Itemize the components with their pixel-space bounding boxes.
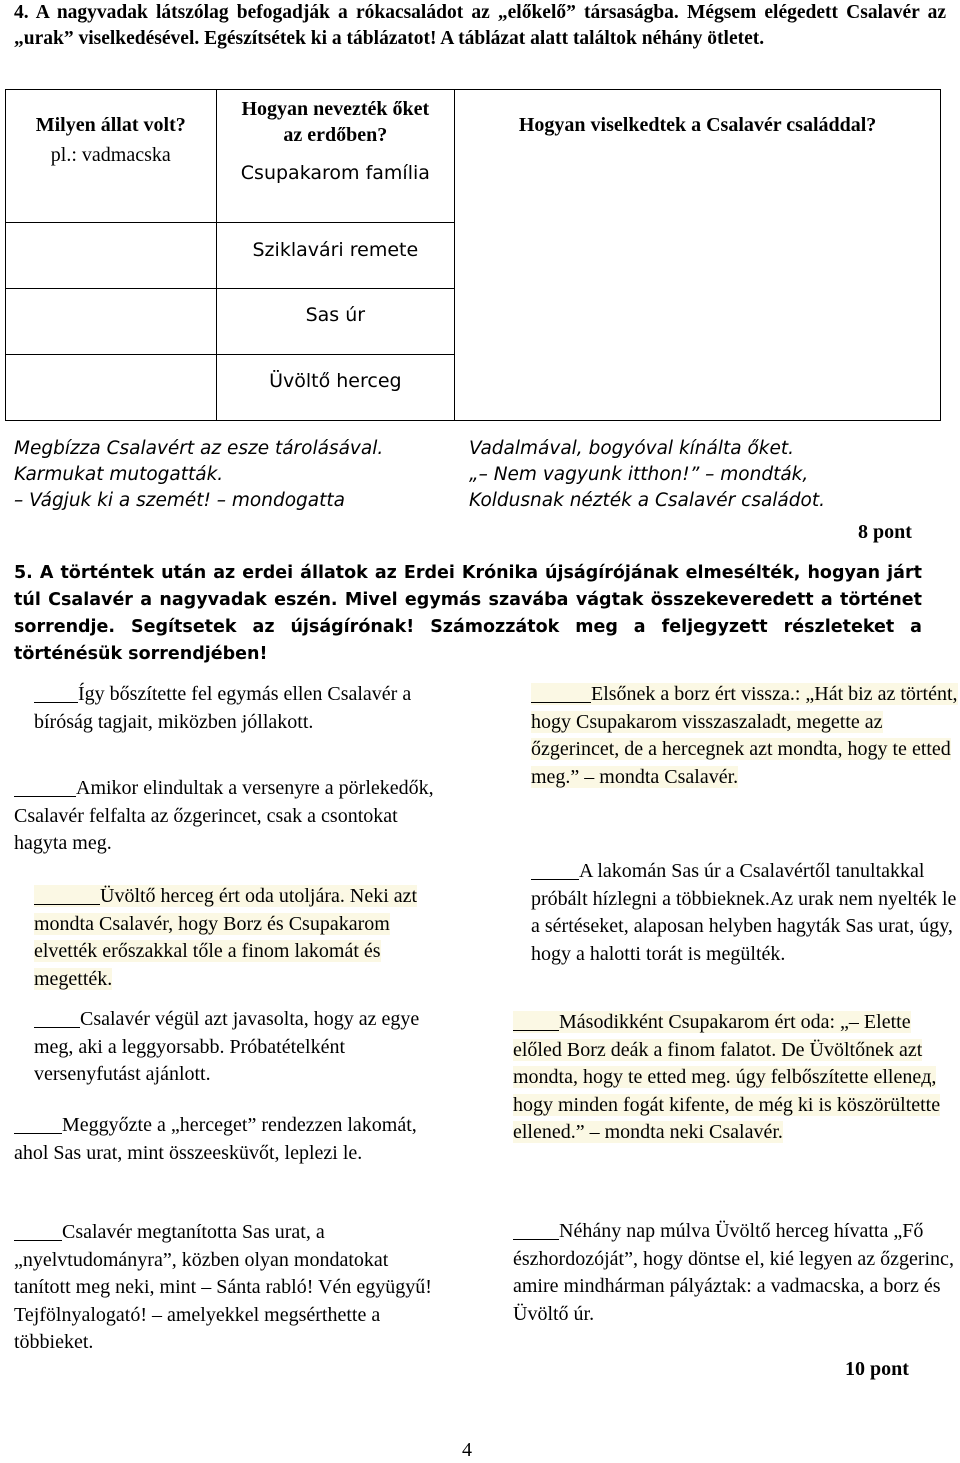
idea-left-3: – Vágjuk ki a szemét! – mondogatta	[14, 490, 345, 511]
ideas-right	[469, 436, 825, 514]
number-blank[interactable]	[513, 1010, 559, 1031]
left-item-2: Amikor elindultak a versenyre a pörlekedők, Csalavér felfalta az őzgerincet, csak a csontokat hagyta meg.	[14, 777, 434, 854]
animal-cell-4[interactable]	[6, 355, 217, 421]
number-blank[interactable]	[531, 682, 591, 703]
header-name: Hogyan nevezték őket az erdőben?	[241, 98, 430, 146]
left-item-5: Meggyőzte a „herceget” rendezzen lakomát, ahol Sas urat, mint összeesküvőt, leplezi le.	[14, 1114, 417, 1164]
behavior-column[interactable]	[455, 90, 941, 421]
number-blank[interactable]	[513, 1219, 559, 1240]
task5-points: 10 pont	[845, 1358, 909, 1380]
name-row-4: Üvöltő herceg	[269, 370, 402, 392]
idea-right-1: Vadalmával, bogyóval kínálta őket.	[469, 438, 795, 459]
task5-instructions: 5. A történtek után az erdei állatok az Erdei Krónika újságírójának elmesélték, hogyan járt túl Csalavér a nagyvadak eszén. Mivel egymás szavába vágtak összekeveredett a történet sorrendje. Segítsetek az újságírónak! Számozzátok meg a feljegyzett részleteket a történésük sorrendjében!	[14, 563, 922, 664]
task4-instructions: 4. A nagyvadak látszólag befogadják a rókacsaládot az „előkelő” társaságba. Mégsem elégedett Csalavér az „urak” viselkedésével. Egészítsétek ki a táblázatot! A táblázat alatt találtok néhány ötletet.	[14, 2, 946, 49]
right-item-4: Néhány nap múlva Üvöltő herceg hívatta „Fő észhordozóját”, hogy döntse el, kié legyen az őzgerinc, amire mindhárman pályáztak: a vadmacska, a borz és Üvöltő úr.	[513, 1220, 954, 1325]
left-item-3: Üvöltő herceg ért oda utoljára. Neki azt mondta Csalavér, hogy Borz és Csupakarom elvették erőszakkal tőle a finom lakomát és megették.	[34, 885, 418, 990]
behavior-table	[5, 89, 941, 421]
name-cell-3	[216, 289, 455, 355]
right-item-2: A lakomán Sas úr a Csalavértől tanultakkal próbált hízlegni a többieknek.Az urak nem nyelték le a sértéseket, alaposan helyben hagyták Sas urat, úgy, hogy a halotti torát is megülték.	[531, 860, 957, 965]
left-item-1: Így bőszítette fel egymás ellen Csalavér a bíróság tagjait, miközben jóllakott.	[34, 683, 412, 733]
idea-right-2: „– Nem vagyunk itthon!” – mondták,	[469, 464, 809, 485]
name-row-3: Sas úr	[305, 304, 366, 326]
number-blank[interactable]	[34, 682, 78, 703]
idea-left-2: Karmukat mutogatták.	[14, 464, 224, 485]
number-blank[interactable]	[14, 776, 76, 797]
example-animal: pl.: vadmacska	[50, 144, 171, 166]
right-item-3: Másodikként Csupakarom ért oda: „– Elette előled Borz deák a finom falatot. De Üvöltőnek azt mondta, hogy te etted meg. úgy felbőszítette elleneд, hogy minden fogát kifente, de még ki is köszörültette ellened.” – mondta neki Csalavér.	[513, 1011, 941, 1143]
number-blank[interactable]	[34, 1007, 80, 1028]
name-cell-2	[216, 223, 455, 289]
idea-left-1: Megbízza Csalavért az esze tárolásával.	[14, 438, 384, 459]
animal-cell-3[interactable]	[6, 289, 217, 355]
idea-right-3: Koldusnak nézték a Csalavér családot.	[469, 490, 825, 511]
number-blank[interactable]	[14, 1220, 62, 1241]
page-number: 4	[462, 1439, 472, 1461]
animal-cell-2[interactable]	[6, 223, 217, 289]
name-cell-4	[216, 355, 455, 421]
number-blank[interactable]	[14, 1113, 62, 1134]
left-item-6: Csalavér megtanította Sas urat, a „nyelvtudományra”, közben olyan mondatokat tanított meg neki, mint – Sánta rabló! Vén együgyű! Tejfölnyalogató! – amelyekkel megsérthette a többieket.	[14, 1221, 432, 1353]
header-animal-cell[interactable]	[6, 90, 217, 223]
header-behavior: Hogyan viselkedtek a Csalavér családdal?	[518, 114, 877, 136]
right-item-1: Elsőnek a borz ért vissza.: „Hát biz az történt, hogy Csupakarom visszaszaladt, megette az őzgerincet, de a hercegnek azt mondta, hogy te etted meg.” – mondta Csalavér.	[531, 683, 958, 788]
header-name-cell	[216, 90, 455, 223]
name-row-2: Sziklavári remete	[252, 239, 419, 261]
task4-points: 8 pont	[858, 521, 912, 543]
name-row-1: Csupakarom família	[240, 162, 430, 184]
number-blank[interactable]	[531, 859, 579, 880]
left-item-4: Csalavér végül azt javasolta, hogy az egye meg, aki a leggyorsabb. Próbatételként versenyfutást ajánlott.	[34, 1008, 420, 1085]
header-animal: Milyen állat volt?	[35, 114, 186, 136]
ideas-left	[14, 436, 383, 514]
number-blank[interactable]	[34, 884, 100, 905]
